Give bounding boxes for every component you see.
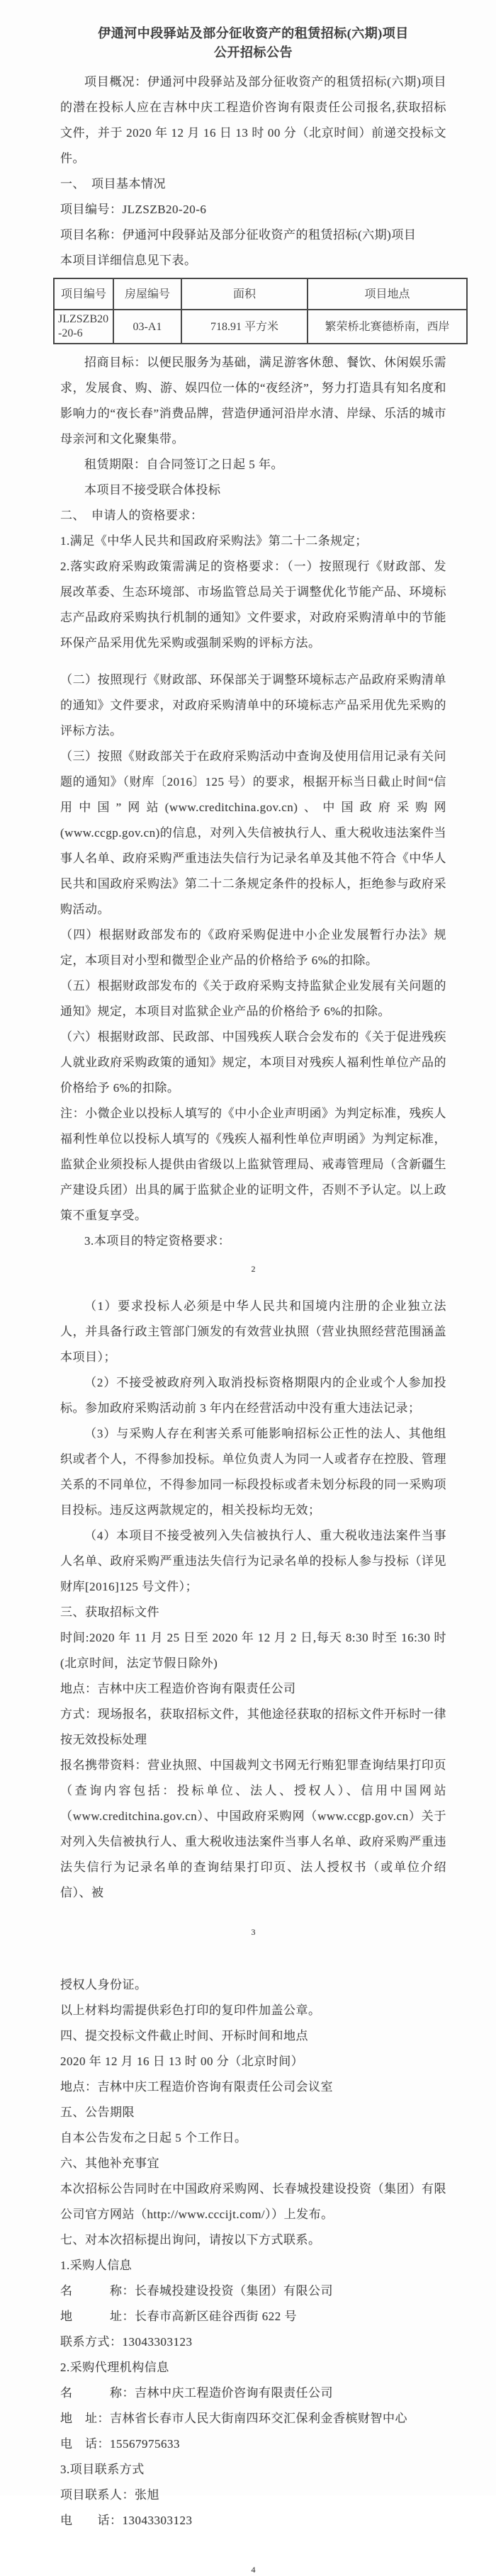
special-requirement-2: （2）不接受被政府列入取消投标资格期限内的企业或个人参加投标。参加政府采购活动前 3 年内在经营活动中没有重大违法记录； (60, 1376, 446, 1415)
title-line-2: 公开招标公告 (214, 45, 293, 60)
qualification-item-1: 1.满足《中华人民共和国政府采购法》第二十二条规定； (60, 534, 368, 548)
registration-materials-continued: 授权人身份证。 (60, 1978, 147, 1992)
announcement-period: 自本公告发布之日起 5 个工作日。 (60, 2131, 247, 2145)
project-info-table (53, 278, 468, 344)
bid-opening-place: 地点：吉林中庆工程造价咨询有限责任公司会议室 (60, 2080, 333, 2094)
table-header-location: 项目地点 (308, 278, 467, 310)
materials-note: 以上材料均需提供彩色打印的复印件加盖公章。 (60, 2004, 321, 2017)
agency-info-heading: 2.采购代理机构信息 (60, 2361, 169, 2374)
project-contact-heading: 3.项目联系方式 (60, 2463, 145, 2476)
project-contact-person: 项目联系人：张旭 (60, 2488, 159, 2502)
page-number-2: 2 (251, 1264, 256, 1274)
table-row (54, 310, 467, 344)
project-contact-phone: 电 话：13043303123 (60, 2514, 193, 2527)
table-cell-location: 繁荣桥北赛德桥南，西岸 (308, 310, 467, 344)
special-requirement-1: （1）要求投标人必须是中华人民共和国境内注册的企业独立法人，并具备行政主管部门颁发的有效营业执照（营业执照经营范围涵盖本项目）； (60, 1299, 446, 1364)
qualification-item-2-4: （四）根据财政部发布的《政府采购促进中小企业发展暂行办法》规定，本项目对小型和微型企业产品的价格给予 6%的扣除。 (60, 928, 446, 967)
registration-materials: 报名携带资料：营业执照、中国裁判文书网无行贿犯罪查询结果打印页（查询内容包括：投标单位、法人、授权人）、信用中国网站（www.creditchina.gov.cn）、中国政府采购网（www.ccgp.gov.cn）关于对列入失信被执行人、重大税收违法案件当事人名单、政府采购严重违法失信行为记录名单的查询结果打印页、法人授权书（或单位介绍信）、被 (60, 1758, 446, 1899)
page-number-4: 4 (251, 2565, 256, 2575)
table-cell-area: 718.91 平方米 (181, 310, 308, 344)
page-number-3: 3 (251, 1927, 256, 1937)
qualification-item-3: 3.本项目的特定资格要求： (84, 1234, 231, 1248)
document-obtain-time: 时间:2020 年 11 月 25 日至 2020 年 12 月 2 日,每天 8:30 时至 16:30 时(北京时间，法定节假日除外) (60, 1631, 446, 1670)
purchaser-info-heading: 1.采购人信息 (60, 2259, 133, 2272)
qualification-item-2-6: （六）根据财政部、民政部、中国残疾人联合会发布的《关于促进残疾人就业政府采购政策的通知》规定，本项目对残疾人福利性单位产品的价格给予 6%的扣除。 (60, 1030, 446, 1095)
section-7-heading: 七、对本次招标提出询问，请按以下方式联系。 (60, 2233, 321, 2247)
table-header-project-number: 项目编号 (54, 278, 113, 310)
section-5-heading: 五、公告期限 (60, 2106, 135, 2119)
business-target: 招商目标：以便民服务为基础，满足游客休憩、餐饮、休闲娱乐需求，发展食、购、游、娱四位一体的“夜经济”，努力打造具有知名度和影响力的“夜长春”消费品牌，营造伊通河沿岸水清、岸绿、乐活的城市母亲河和文化聚集带。 (60, 356, 446, 446)
supplementary-info: 本次招标公告同时在中国政府采购网、长春城投建设投资（集团）有限公司官方网站（http://www.cccijt.com/））上发布。 (60, 2182, 446, 2221)
purchaser-address: 地 址：长春市高新区硅谷西街 622 号 (60, 2310, 297, 2323)
purchaser-name: 名 称：长春城投建设投资（集团）有限公司 (60, 2284, 333, 2298)
section-2-heading: 二、 申请人的资格要求： (60, 509, 203, 522)
purchaser-contact: 联系方式：13043303123 (60, 2335, 193, 2349)
section-3-heading: 三、获取招标文件 (60, 1605, 159, 1619)
special-requirement-3: （3）与采购人存在利害关系可能影响招标公正性的法人、其他组织或者个人，不得参加投标。单位负责人为同一人或者存在控股、管理关系的不同单位，不得参加同一标段投标或者未划分标段的同一采购项目投标。违反这两款规定的，相关投标均无效； (60, 1427, 446, 1517)
section-4-heading: 四、提交投标文件截止时间、开标时间和地点 (60, 2029, 308, 2043)
special-requirement-4: （4）本项目不接受被列入失信被执行人、重大税收违法案件当事人名单、政府采购严重违法失信行为记录名单的投标人参与投标（详见财库[2016]125 号文件）； (60, 1529, 446, 1593)
project-name: 项目名称：伊通河中段驿站及部分征收资产的租赁招标(六期)项目 (60, 228, 417, 242)
qualification-note: 注：小微企业以投标人填写的《中小企业声明函》为判定标准，残疾人福利性单位以投标人填写的《残疾人福利性单位声明函》为判定标准，监狱企业须投标人提供由省级以上监狱管理局、戒毒管理局（含新疆生产建设兵团）出具的属于监狱企业的证明文件，否则不予认定。以上政策不重复享受。 (60, 1107, 446, 1222)
qualification-item-2-5: （五）根据财政部发布的《关于政府采购支持监狱企业发展有关问题的通知》规定，本项目对监狱企业产品的价格给予 6%的扣除。 (60, 979, 446, 1018)
table-cell-house-number: 03-A1 (113, 310, 181, 344)
agency-address: 地 址：吉林省长春市人民大街南四环交汇保利金香槟财智中心 (60, 2412, 407, 2425)
bid-deadline: 2020 年 12 月 16 日 13 时 00 分（北京时间） (60, 2055, 304, 2068)
section-6-heading: 六、其他补充事宜 (60, 2157, 159, 2170)
qualification-item-2-2: （二）按照现行《财政部、环保部关于调整环境标志产品政府采购清单的通知》文件要求，对政府采购清单中的环境标志产品采用优先采购的评标方法。 (60, 673, 446, 738)
project-number: 项目编号：JLZSZB20-20-6 (60, 203, 207, 216)
agency-phone: 电 话：15567975633 (60, 2437, 180, 2451)
no-consortium-note: 本项目不接受联合体投标 (84, 483, 221, 497)
table-header-row (54, 278, 467, 310)
document-obtain-method: 方式：现场报名，获取招标文件，其他途径获取的招标文件开标时一律按无效投标处理 (60, 1707, 446, 1746)
agency-name: 名 称：吉林中庆工程造价咨询有限责任公司 (60, 2386, 333, 2400)
project-overview: 项目概况：伊通河中段驿站及部分征收资产的租赁招标(六期)项目的潜在投标人应在吉林中庆工程造价咨询有限责任公司报名,获取招标文件，并于 2020 年 12 月 16 日 13 时 00 分（北京时间）前递交投标文件。 (60, 75, 446, 165)
table-header-house-number: 房屋编号 (113, 278, 181, 310)
table-cell-project-number: JLZSZB20-20-6 (54, 310, 113, 344)
section-1-heading: 一、 项目基本情况 (60, 177, 166, 191)
table-header-area: 面积 (181, 278, 308, 310)
document-obtain-place: 地点：吉林中庆工程造价咨询有限责任公司 (60, 1682, 296, 1695)
title-line-1: 伊通河中段驿站及部分征收资产的租赁招标(六期)项目 (98, 26, 409, 40)
lease-term: 租赁期限：自合同签订之日起 5 年。 (84, 458, 283, 471)
table-intro: 本项目详细信息见下表。 (60, 254, 197, 267)
document-title (60, 24, 446, 62)
qualification-item-2-3: （三）按照《财政部关于在政府采购活动中查询及使用信用记录有关问题的通知》（财库〔2016〕125 号）的要求，根据开标当日截止时间“信用中国”网站(www.creditchina.gov.cn)、中国政府采购网(www.ccgp.gov.cn)的信息，对列入失信被执行人、重大税收违法案件当事人名单、政府采购严重违法失信行为记录名单及其他不符合《中华人民共和国政府采购法》第二十二条规定条件的投标人，拒绝参与政府采购活动。 (60, 750, 446, 916)
qualification-item-2: 2.落实政府采购政策需满足的资格要求：（一）按照现行《财政部、发展改革委、生态环境部、市场监管总局关于调整优化节能产品、环境标志产品政府采购执行机制的通知》文件要求，对政府采购清单中的节能环保产品采用优先采购或强制采购的评标方法。 (60, 560, 446, 650)
